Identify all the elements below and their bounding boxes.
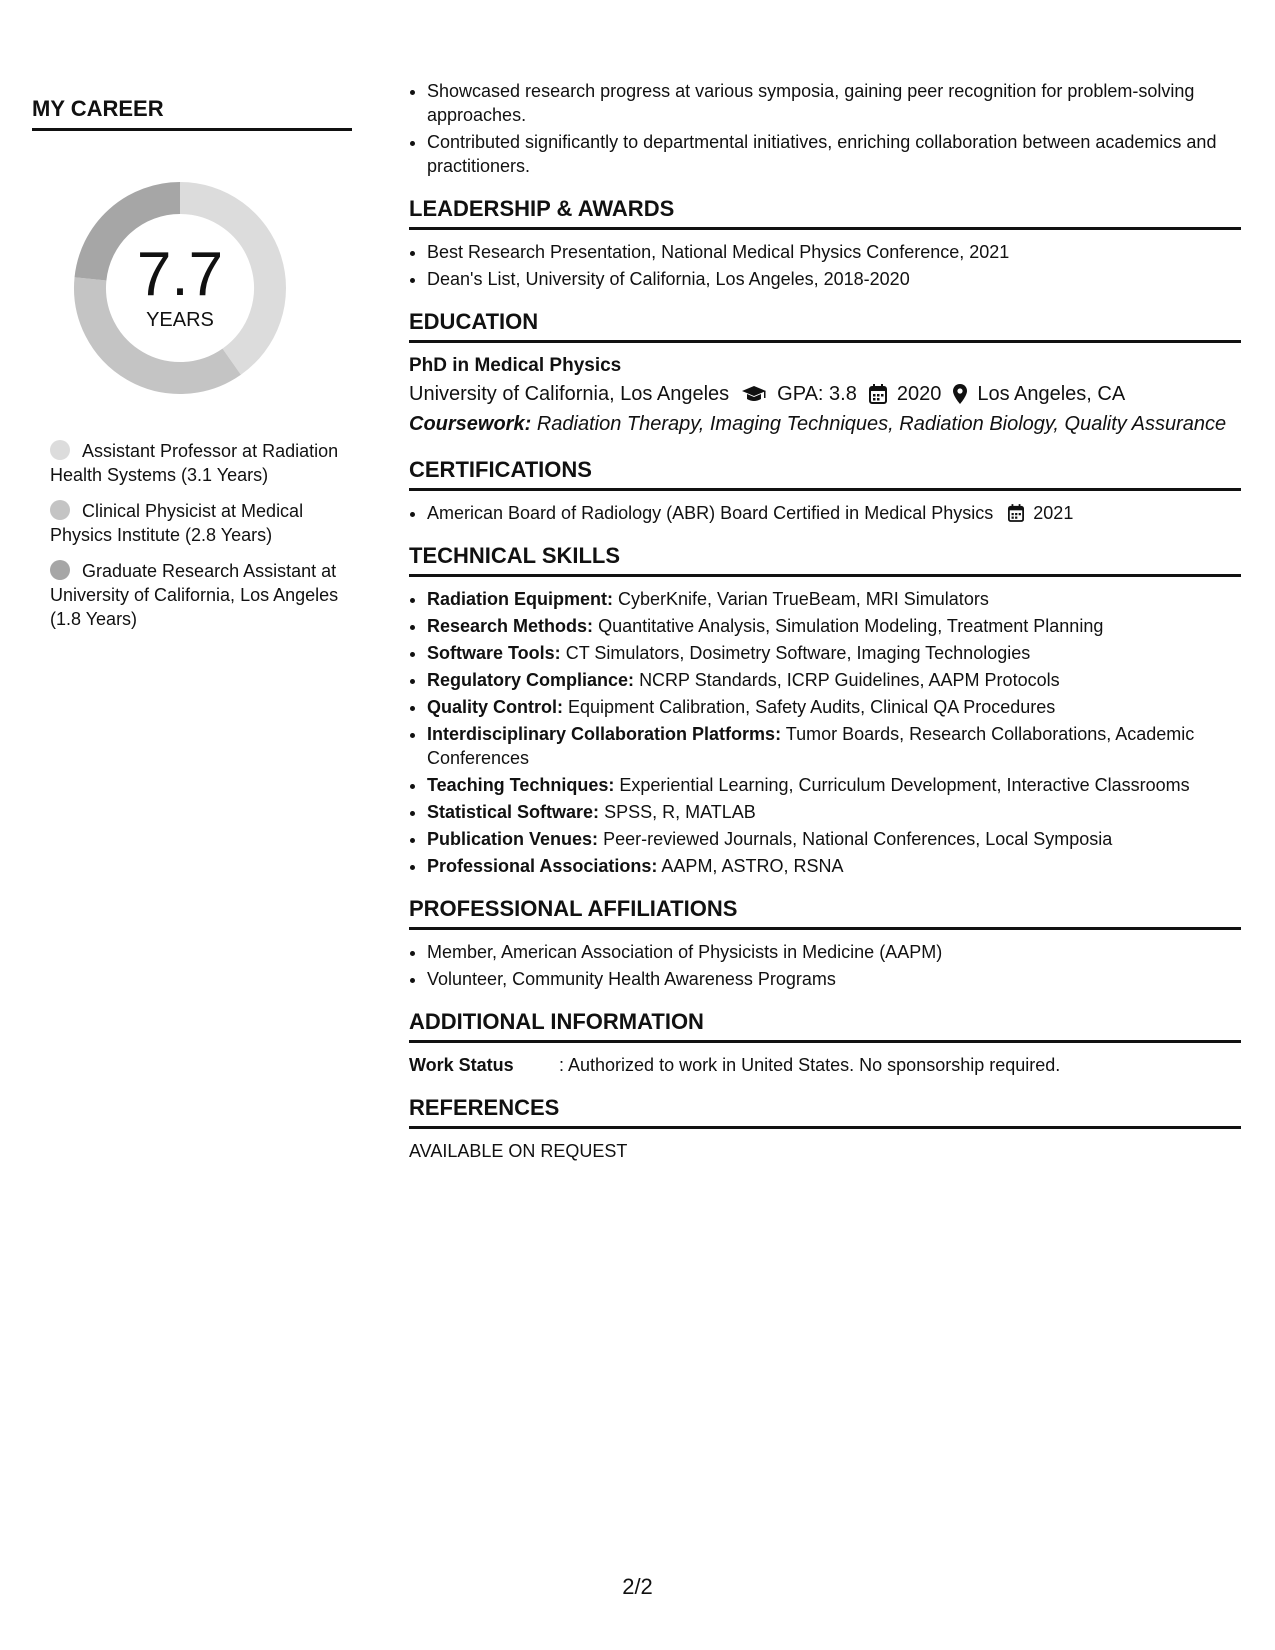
- affiliations-list: [409, 940, 1241, 991]
- skill-label: Research Methods:: [427, 616, 594, 636]
- skill-label: Radiation Equipment:: [427, 589, 613, 609]
- list-item: [427, 501, 1241, 525]
- affiliations-section: [409, 896, 1241, 991]
- skill-value: Tumor Boards, Research Collaborations, Academic Conferences: [427, 724, 1195, 768]
- list-item: [427, 614, 1241, 638]
- skill-value: Peer-reviewed Journals, National Conferences, Local Symposia: [603, 829, 1113, 849]
- skill-value: CyberKnife, Varian TrueBeam, MRI Simulators: [618, 589, 989, 609]
- graduation-year: 2020: [896, 383, 942, 405]
- references-text: AVAILABLE ON REQUEST: [409, 1141, 628, 1161]
- certification-year: 2021: [1033, 503, 1074, 523]
- list-item: [427, 800, 1241, 824]
- location-pin-icon: [953, 384, 967, 404]
- work-status-value: : Authorized to work in United States. No sponsorship required.: [559, 1055, 1061, 1075]
- legend-label-1: Assistant Professor at Radiation Health Systems (3.1 Years): [50, 441, 339, 485]
- legend-label-2: Clinical Physicist at Medical Physics Institute (2.8 Years): [50, 501, 304, 545]
- total-years-unit: YEARS: [146, 308, 214, 331]
- list-item: • Best Research Presentation, National Medical Physics Conference, 2021: [427, 240, 1241, 264]
- calendar-icon: [1008, 504, 1024, 522]
- list-item: [427, 722, 1241, 770]
- section-title-additional: ADDITIONAL INFORMATION: [409, 1009, 1241, 1043]
- skills-list: [409, 587, 1241, 878]
- section-title-affiliations: PROFESSIONAL AFFILIATIONS: [409, 896, 1241, 930]
- skill-value: CT Simulators, Dosimetry Software, Imaging Technologies: [565, 643, 1031, 663]
- list-item: • Member, American Association of Physicists in Medicine (AAPM): [427, 940, 1241, 964]
- legend-dot-3: [50, 560, 70, 580]
- list-item: [427, 641, 1241, 665]
- leadership-section: [409, 196, 1241, 291]
- graduation-cap-icon: [741, 385, 767, 403]
- coursework-label: Coursework:: [409, 413, 532, 435]
- page-number: 2/2: [622, 1574, 653, 1599]
- legend-item: [50, 439, 352, 487]
- skill-value: Equipment Calibration, Safety Audits, Clinical QA Procedures: [568, 697, 1056, 717]
- calendar-icon: [869, 384, 887, 404]
- list-item: [427, 695, 1241, 719]
- legend-item: [50, 559, 352, 631]
- school-name: University of California, Los Angeles: [409, 383, 730, 405]
- donut-center: [65, 173, 295, 403]
- skill-value: NCRP Standards, ICRP Guidelines, AAPM Protocols: [639, 670, 1060, 690]
- certifications-list: [409, 501, 1241, 525]
- section-title-education: EDUCATION: [409, 309, 1241, 343]
- additional-section: [409, 1009, 1241, 1077]
- section-title-references: REFERENCES: [409, 1095, 1241, 1129]
- legend-dot-2: [50, 500, 70, 520]
- list-item: [427, 854, 1241, 878]
- skill-label: Statistical Software:: [427, 802, 600, 822]
- education-details: [409, 379, 1241, 409]
- skill-label: Professional Associations:: [427, 856, 658, 876]
- gpa: GPA: 3.8: [777, 383, 857, 405]
- career-legend: [32, 439, 352, 631]
- work-status-row: [409, 1053, 1241, 1077]
- legend-dot-1: [50, 440, 70, 460]
- skill-value: SPSS, R, MATLAB: [604, 802, 756, 822]
- work-status-label: Work Status: [409, 1055, 514, 1075]
- skill-value: Experiential Learning, Curriculum Development, Interactive Classrooms: [619, 775, 1190, 795]
- coursework-value: Radiation Therapy, Imaging Techniques, Radiation Biology, Quality Assurance: [536, 413, 1227, 435]
- section-title-leadership: LEADERSHIP & AWARDS: [409, 196, 1241, 230]
- list-item: [427, 773, 1241, 797]
- experience-bullets-continued: [409, 79, 1241, 178]
- coursework: [409, 409, 1241, 439]
- certifications-section: [409, 457, 1241, 525]
- list-item: [427, 827, 1241, 851]
- degree-title: PhD in Medical Physics: [409, 355, 622, 376]
- skill-label: Teaching Techniques:: [427, 775, 615, 795]
- skill-label: Interdisciplinary Collaboration Platforms:: [427, 724, 782, 744]
- career-panel: [32, 96, 352, 643]
- skill-value: Quantitative Analysis, Simulation Modeling, Treatment Planning: [598, 616, 1104, 636]
- skill-label: Quality Control:: [427, 697, 563, 717]
- main-content: [409, 79, 1241, 1163]
- education-section: [409, 309, 1241, 439]
- skills-section: [409, 543, 1241, 878]
- skill-label: Regulatory Compliance:: [427, 670, 635, 690]
- legend-label-3: Graduate Research Assistant at University of California, Los Angeles (1.8 Years): [50, 561, 339, 629]
- total-years-value: 7.7: [136, 239, 224, 309]
- education-body: [409, 353, 1241, 439]
- career-title: MY CAREER: [32, 96, 352, 131]
- skill-value: AAPM, ASTRO, RSNA: [661, 856, 844, 876]
- list-item: • Dean's List, University of California, Los Angeles, 2018-2020: [427, 267, 1241, 291]
- skill-label: Publication Venues:: [427, 829, 599, 849]
- education-location: Los Angeles, CA: [977, 383, 1126, 405]
- skill-label: Software Tools:: [427, 643, 561, 663]
- section-title-skills: TECHNICAL SKILLS: [409, 543, 1241, 577]
- list-item: [427, 668, 1241, 692]
- references-section: [409, 1095, 1241, 1163]
- list-item: • Showcased research progress at various symposia, gaining peer recognition for problem-solving approaches.: [427, 79, 1241, 127]
- list-item: • Volunteer, Community Health Awareness Programs: [427, 967, 1241, 991]
- leadership-list: [409, 240, 1241, 291]
- certification-name: American Board of Radiology (ABR) Board Certified in Medical Physics: [427, 503, 994, 523]
- list-item: • Contributed significantly to departmental initiatives, enriching collaboration between academics and practitioners.: [427, 130, 1241, 178]
- list-item: [427, 587, 1241, 611]
- legend-item: [50, 499, 352, 547]
- section-title-certifications: CERTIFICATIONS: [409, 457, 1241, 491]
- career-donut-chart: [65, 173, 295, 403]
